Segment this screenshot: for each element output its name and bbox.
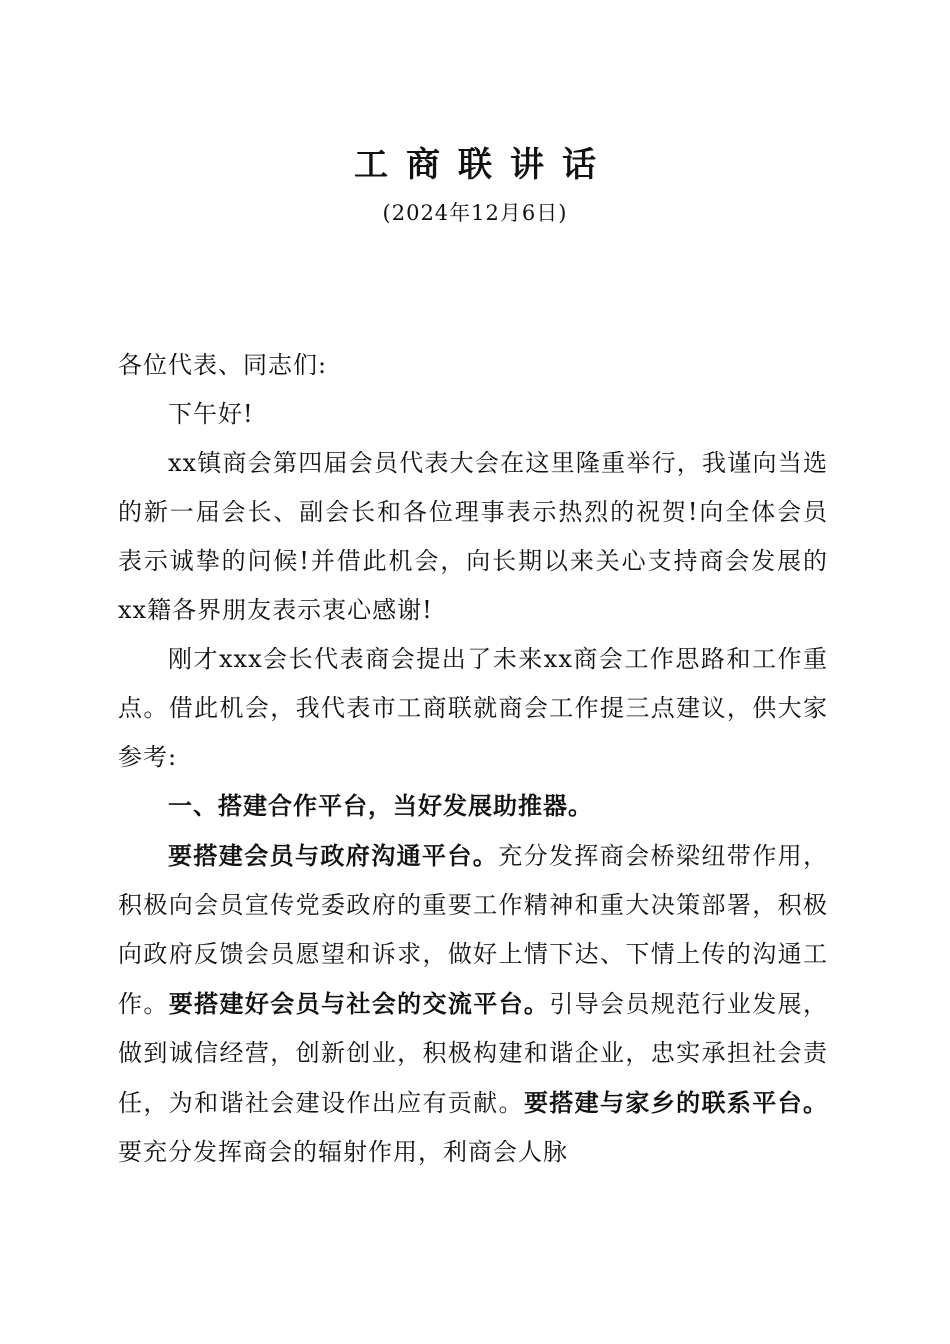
section-1-paragraph (118, 831, 828, 1177)
section-1-text-3: 要充分发挥商会的辐射作用，利商会人脉 (118, 1138, 568, 1166)
section-1-lead-3: 要搭建与家乡的联系平台。 (523, 1088, 829, 1117)
section-heading-1: 一、搭建合作平台，当好发展助推器。 (168, 792, 593, 820)
paragraph-opening: xx镇商会第四届会员代表大会在这里隆重举行，我谨向当选的新一届会长、副会长和各位理事表示热烈的祝贺!向全体会员表示诚挚的问候!并借此机会，向长期以来关心支持商会发展的xx籍各界朋友表示衷心感谢! (118, 449, 828, 624)
paragraph-suggestions: 刚才xxx会长代表商会提出了未来xx商会工作思路和工作重点。借此机会，我代表市工商联就商会工作提三点建议，供大家参考: (118, 645, 828, 771)
document-title: 工商联讲话 (354, 145, 614, 185)
section-1-lead-1: 要搭建会员与政府沟通平台。 (168, 841, 499, 870)
section-1-text-2: 引导会员规范行业发展，做到诚信经营，创新创业，积极构建和谐企业，忠实承担社会责任，为和谐社会建设作出应有贡献。 (118, 990, 829, 1117)
salutation: 各位代表、同志们: (118, 351, 328, 379)
section-1-lead-2: 要搭建好会员与社会的交流平台。 (168, 989, 550, 1018)
document-date: (2024年12月6日) (382, 201, 568, 225)
greeting: 下午好! (168, 400, 254, 428)
section-1-text-1: 充分发挥商会桥梁纽带作用，积极向会员宣传党委政府的重要工作精神和重大决策部署，积极向政府反馈会员愿望和诉求，做好上情下达、下情上传的沟通工作。 (118, 842, 829, 1018)
document-body (118, 341, 828, 1177)
